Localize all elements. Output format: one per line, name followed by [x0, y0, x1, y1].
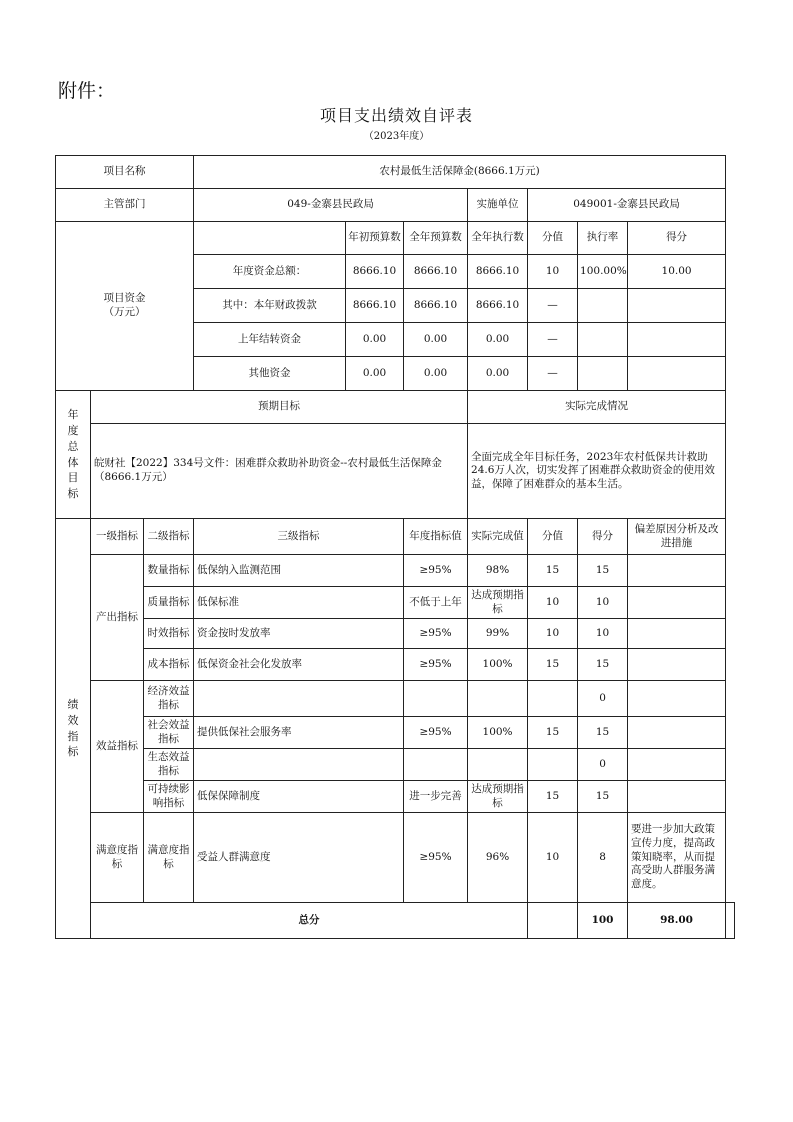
target-cell: ≥95% [404, 555, 468, 587]
score-cell: 0 [578, 681, 628, 717]
funds-cell: 0.00 [404, 323, 468, 357]
level2-cell: 质量指标 [144, 587, 194, 619]
ind-header-actual: 实际完成值 [468, 519, 528, 555]
impl-value: 049001-金寨县民政局 [528, 189, 726, 222]
level3-cell: 低保保障制度 [194, 781, 404, 813]
ind-header-score: 得分 [578, 519, 628, 555]
score-cell: 15 [578, 717, 628, 749]
level3-cell: 低保资金社会化发放率 [194, 649, 404, 681]
funds-cell: 8666.10 [468, 289, 528, 323]
level2-cell: 可持续影响指标 [144, 781, 194, 813]
level2-cell: 时效指标 [144, 619, 194, 649]
level3-cell: 低保标准 [194, 587, 404, 619]
level2-cell: 成本指标 [144, 649, 194, 681]
total-score: 98.00 [628, 903, 726, 939]
funds-row-label: 上年结转资金 [194, 323, 346, 357]
actual-cell: 99% [468, 619, 528, 649]
target-cell [404, 749, 468, 781]
funds-row-label: 年度资金总额： [194, 255, 346, 289]
level3-cell: 低保纳入监测范围 [194, 555, 404, 587]
expected-goal-header: 预期目标 [91, 391, 468, 424]
value-cell [528, 749, 578, 781]
funds-cell: 10 [528, 255, 578, 289]
funds-cell: 100.00% [578, 255, 628, 289]
target-cell: ≥95% [404, 717, 468, 749]
funds-cell: 8666.10 [346, 289, 404, 323]
actual-cell: 达成预期指标 [468, 781, 528, 813]
value-cell: 10 [528, 587, 578, 619]
note-cell [628, 649, 726, 681]
target-cell: ≥95% [404, 813, 468, 903]
project-name-value: 农村最低生活保障金(8666.1万元) [194, 156, 726, 189]
note-cell: 要进一步加大政策宣传力度，提高政策知晓率，从而提高受助人群服务满意度。 [628, 813, 726, 903]
funds-cell: 0.00 [346, 323, 404, 357]
funds-cell: 0.00 [468, 323, 528, 357]
page-title: 项目支出绩效自评表 [319, 106, 473, 125]
level2-cell: 数量指标 [144, 555, 194, 587]
funds-cell: — [528, 323, 578, 357]
actual-cell [468, 681, 528, 717]
funds-cell [578, 323, 628, 357]
indicators-label: 绩效指标 [67, 697, 79, 759]
funds-cell: 8666.10 [346, 255, 404, 289]
target-cell [404, 681, 468, 717]
ind-header-level1: 一级指标 [91, 519, 144, 555]
level1-output: 产出指标 [91, 555, 144, 681]
actual-cell: 100% [468, 649, 528, 681]
level1-benefit: 效益指标 [91, 681, 144, 813]
ind-header-note: 偏差原因分析及改进措施 [628, 519, 726, 555]
actual-goal-text: 全面完成全年目标任务，2023年农村低保共计救助24.6万人次，切实发挥了困难群众救助资金的使用效益，保障了困难群众的基本生活。 [468, 424, 726, 519]
year-label: （2023年度） [363, 131, 430, 142]
funds-header-score: 得分 [628, 222, 726, 255]
actual-cell: 98% [468, 555, 528, 587]
target-cell: ≥95% [404, 649, 468, 681]
note-cell [628, 781, 726, 813]
level3-cell: 受益人群满意度 [194, 813, 404, 903]
goals-label: 年度总体目标 [67, 407, 79, 501]
note-cell [628, 619, 726, 649]
funds-cell [628, 323, 726, 357]
value-cell: 10 [528, 813, 578, 903]
score-cell: 15 [578, 649, 628, 681]
total-value: 100 [578, 903, 628, 939]
score-cell: 15 [578, 781, 628, 813]
value-cell: 10 [528, 619, 578, 649]
total-note-blank [726, 903, 735, 939]
ind-header-level2: 二级指标 [144, 519, 194, 555]
value-cell: 15 [528, 555, 578, 587]
target-cell: 不低于上年 [404, 587, 468, 619]
funds-header-rate: 执行率 [578, 222, 628, 255]
level3-cell [194, 749, 404, 781]
score-cell: 15 [578, 555, 628, 587]
note-cell [628, 555, 726, 587]
funds-cell [628, 357, 726, 391]
value-cell: 15 [528, 649, 578, 681]
total-label: 总分 [91, 903, 528, 939]
level2-cell: 生态效益指标 [144, 749, 194, 781]
funds-row-label: 其他资金 [194, 357, 346, 391]
funds-header-executed: 全年执行数 [468, 222, 528, 255]
level2-cell: 社会效益指标 [144, 717, 194, 749]
funds-label: 项目资金 （万元） [56, 222, 194, 391]
funds-cell: 0.00 [468, 357, 528, 391]
level3-cell: 资金按时发放率 [194, 619, 404, 649]
attachment-label: 附件： [58, 80, 116, 102]
dept-value: 049-金寨县民政局 [194, 189, 468, 222]
funds-cell: 8666.10 [468, 255, 528, 289]
funds-header-annual: 全年预算数 [404, 222, 468, 255]
actual-cell: 100% [468, 717, 528, 749]
funds-cell: — [528, 357, 578, 391]
score-cell: 10 [578, 587, 628, 619]
funds-header-initial: 年初预算数 [346, 222, 404, 255]
expected-goal-text: 皖财社【2022】334号文件：困难群众救助补助资金--农村最低生活保障金（8666.1万元） [91, 424, 468, 519]
note-cell [628, 749, 726, 781]
actual-goal-header: 实际完成情况 [468, 391, 726, 424]
funds-cell: 8666.10 [404, 255, 468, 289]
target-cell: ≥95% [404, 619, 468, 649]
ind-header-target: 年度指标值 [404, 519, 468, 555]
funds-cell [578, 357, 628, 391]
funds-cell: 8666.10 [404, 289, 468, 323]
total-blank [528, 903, 578, 939]
funds-header-score-value: 分值 [528, 222, 578, 255]
actual-cell [468, 749, 528, 781]
funds-cell: 0.00 [404, 357, 468, 391]
value-cell: 15 [528, 717, 578, 749]
level2-cell: 满意度指标 [144, 813, 194, 903]
score-cell: 0 [578, 749, 628, 781]
level3-cell: 提供低保社会服务率 [194, 717, 404, 749]
impl-label: 实施单位 [468, 189, 528, 222]
funds-header-blank [194, 222, 346, 255]
score-cell: 10 [578, 619, 628, 649]
performance-table [55, 155, 735, 939]
goals-label-cell [56, 391, 91, 519]
score-cell: 8 [578, 813, 628, 903]
funds-row-label: 其中：本年财政拨款 [194, 289, 346, 323]
level2-cell: 经济效益指标 [144, 681, 194, 717]
note-cell [628, 587, 726, 619]
ind-header-level3: 三级指标 [194, 519, 404, 555]
value-cell: 15 [528, 781, 578, 813]
funds-cell: 10.00 [628, 255, 726, 289]
funds-cell: 0.00 [346, 357, 404, 391]
note-cell [628, 681, 726, 717]
level3-cell [194, 681, 404, 717]
funds-cell [628, 289, 726, 323]
value-cell [528, 681, 578, 717]
funds-cell [578, 289, 628, 323]
target-cell: 进一步完善 [404, 781, 468, 813]
ind-header-value: 分值 [528, 519, 578, 555]
actual-cell: 96% [468, 813, 528, 903]
funds-cell: — [528, 289, 578, 323]
actual-cell: 达成预期指标 [468, 587, 528, 619]
project-name-label: 项目名称 [56, 156, 194, 189]
indicators-label-cell [56, 519, 91, 939]
dept-label: 主管部门 [56, 189, 194, 222]
note-cell [628, 717, 726, 749]
level1-satisfaction: 满意度指标 [91, 813, 144, 903]
